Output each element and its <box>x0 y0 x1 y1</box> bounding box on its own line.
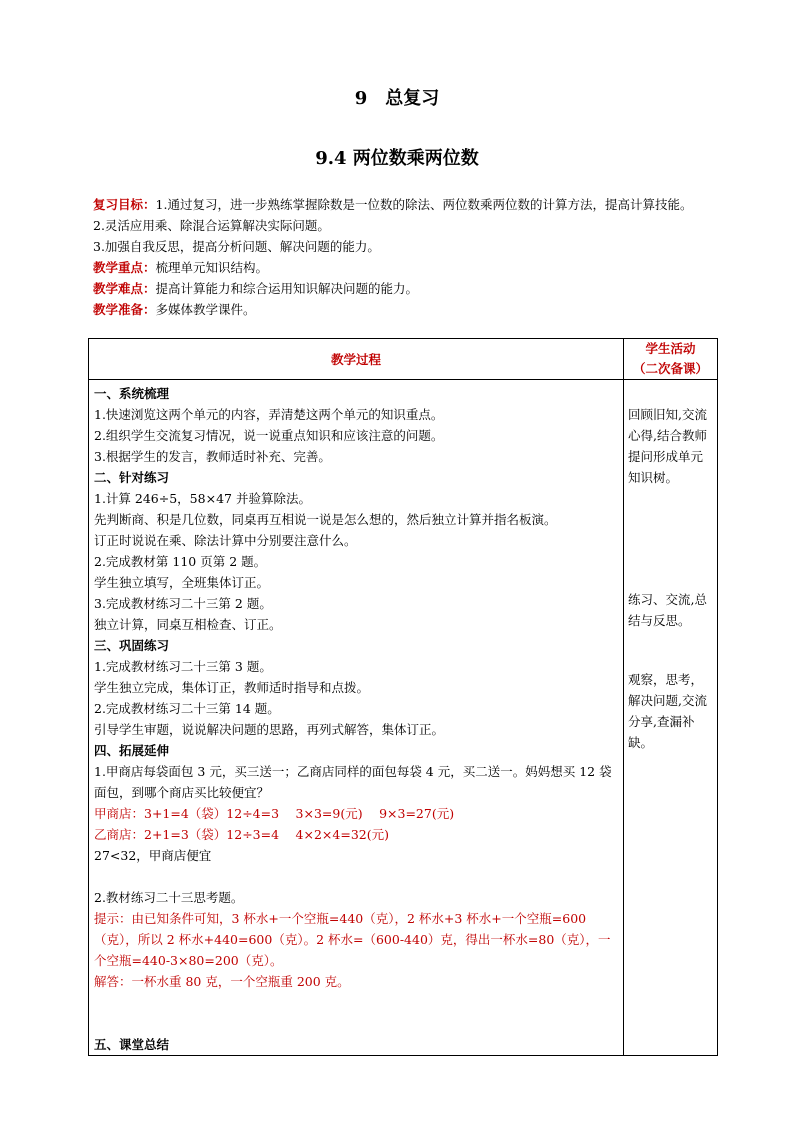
section-5-title: 五、课堂总结 <box>94 1037 170 1052</box>
goals-paragraph <box>93 194 717 215</box>
section-1-line-1: 1.快速浏览这两个单元的内容，弄清楚这两个单元的知识重点。 <box>94 407 444 422</box>
section-4-problem-1: 1.甲商店每袋面包 3 元，买三送一；乙商店同样的面包每袋 4 元，买二送一。妈妈想买 12 袋面包，到哪个商店买比较便宜？ <box>94 764 612 800</box>
chapter-title: 9 总复习 <box>354 88 440 109</box>
section-3-line-4: 引导学生审题，说说解决问题的思路，再列式解答，集体订正。 <box>94 722 445 737</box>
section-1-line-2: 2.组织学生交流复习情况，说一说重点知识和应该注意的问题。 <box>94 428 444 443</box>
spacer <box>94 992 618 1034</box>
section-3-title: 三、巩固练习 <box>94 638 170 653</box>
section-4-solution: 解答：一杯水重 80 克，一个空瓶重 200 克。 <box>94 974 350 989</box>
student-activity-content <box>624 380 718 1056</box>
section-4-conclusion: 27<32，甲商店便宜 <box>94 848 212 863</box>
goal-item-3: 3.加强自我反思，提高分析问题、解决问题的能力。 <box>93 239 380 254</box>
lesson-intro <box>93 194 717 320</box>
preparation-text: 多媒体教学课件。 <box>155 302 256 317</box>
header-student-line2: （二次备课） <box>632 361 708 376</box>
goal-item-1: 1.通过复习，进一步熟练掌握除数是一位数的除法、两位数乘两位数的计算方法，提高计算技能。 <box>155 197 693 212</box>
key-point <box>93 257 717 278</box>
section-3-line-1: 1.完成教材练习二十三第 3 题。 <box>94 659 272 674</box>
section-2-title: 二、针对练习 <box>94 470 170 485</box>
goals-label: 复习目标： <box>93 197 156 212</box>
key-point-label: 教学重点： <box>93 260 156 275</box>
lesson-title: 9.4 两位数乘两位数 <box>315 148 479 169</box>
section-4-answer-shop-a: 甲商店：3+1=4（袋）12÷4=3 3×3=9(元) 9×3=27(元) <box>94 806 455 821</box>
header-student-line1: 学生活动 <box>645 341 696 356</box>
student-note-1: 回顾旧知,交流心得,结合教师提问形成单元知识树。 <box>628 407 707 485</box>
section-2-line-5: 学生独立填写，全班集体订正。 <box>94 575 270 590</box>
goal-item-2: 2.灵活应用乘、除混合运算解决实际问题。 <box>93 218 330 233</box>
section-4-problem-2: 2.教材练习二十三思考题。 <box>94 890 244 905</box>
section-2-line-1: 1.计算 246÷5，58×47 并验算除法。 <box>94 491 311 506</box>
difficulty <box>93 278 717 299</box>
section-4-answer-shop-b: 乙商店：2+1=3（袋）12÷3=4 4×2×4=32(元) <box>94 827 389 842</box>
difficulty-text: 提高计算能力和综合运用知识解决问题的能力。 <box>155 281 419 296</box>
section-1-line-3: 3.根据学生的发言，教师适时补充、完善。 <box>94 449 331 464</box>
preparation-label: 教学准备： <box>93 302 156 317</box>
section-1-title: 一、系统梳理 <box>94 386 170 401</box>
section-2-line-2: 先判断商、积是几位数，同桌再互相说一说是怎么想的，然后独立计算并指名板演。 <box>94 512 557 527</box>
student-note-3: 观察，思考，解决问题,交流分享,查漏补缺。 <box>628 672 707 750</box>
section-2-line-3: 订正时说说在乘、除法计算中分别要注意什么。 <box>94 533 357 548</box>
section-3-line-2: 学生独立完成，集体订正，教师适时指导和点拨。 <box>94 680 370 695</box>
header-process: 教学过程 <box>89 339 624 380</box>
student-note-2: 练习、交流,总结与反思。 <box>628 592 707 628</box>
header-student-activity <box>624 339 718 380</box>
table-body-row <box>89 380 718 1056</box>
section-4-title: 四、拓展延伸 <box>94 743 170 758</box>
key-point-text: 梳理单元知识结构。 <box>155 260 269 275</box>
section-2-line-4: 2.完成教材第 110 页第 2 题。 <box>94 554 267 569</box>
table-header-row <box>89 339 718 380</box>
section-4-hint: 提示：由已知条件可知，3 杯水+一个空瓶=440（克），2 杯水+3 杯水+一个空瓶=600（克），所以 2 杯水+440=600（克）。2 杯水=（600-440）克，得出一杯水=80（克），一个空瓶=440-3×80=200（克）。 <box>94 911 611 968</box>
section-3-line-3: 2.完成教材练习二十三第 14 题。 <box>94 701 280 716</box>
spacer <box>94 866 618 887</box>
section-2-line-7: 独立计算，同桌互相检查、订正。 <box>94 617 282 632</box>
section-2-line-6: 3.完成教材练习二十三第 2 题。 <box>94 596 272 611</box>
teaching-process-table <box>88 338 718 1056</box>
process-content <box>89 380 624 1056</box>
difficulty-label: 教学难点： <box>93 281 156 296</box>
preparation <box>93 299 717 320</box>
